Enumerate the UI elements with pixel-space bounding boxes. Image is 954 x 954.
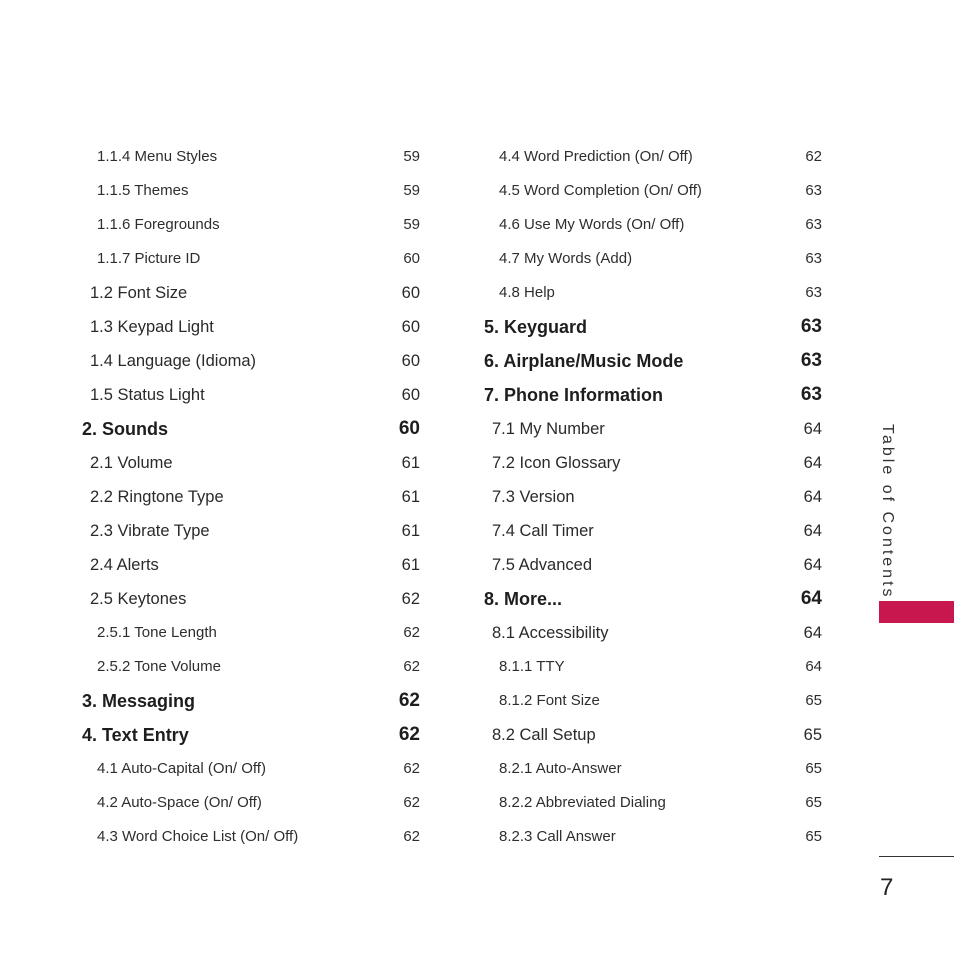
toc-entry-page: 65: [805, 692, 822, 709]
toc-entry-page: 64: [803, 556, 822, 574]
toc-entry: [484, 276, 822, 310]
toc-entry: [484, 514, 822, 548]
toc-entry: [82, 616, 420, 650]
toc-entry: [82, 276, 420, 310]
toc-entry: [484, 752, 822, 786]
toc-entry-page: 64: [805, 658, 822, 675]
toc-entry-label: 6. Airplane/Music Mode: [484, 351, 684, 371]
page-number: 7: [880, 874, 894, 901]
toc-entry: [484, 174, 822, 208]
toc-entry-label: 4.4 Word Prediction (On/ Off): [499, 148, 693, 165]
toc-entry-label: 4.6 Use My Words (On/ Off): [499, 216, 685, 233]
toc-entry-page: 65: [803, 726, 822, 744]
toc-entry-label: 1.5 Status Light: [90, 386, 205, 404]
toc-entry-label: 2.5.2 Tone Volume: [97, 658, 221, 675]
toc-entry: [484, 310, 822, 344]
toc-entry-page: 59: [403, 148, 420, 165]
toc-entry-page: 64: [803, 420, 822, 438]
toc-entry-label: 8.2 Call Setup: [492, 726, 596, 744]
toc-entry-label: 2.3 Vibrate Type: [90, 522, 210, 540]
toc-entry: [484, 718, 822, 752]
toc-entry-label: 2.5 Keytones: [90, 590, 187, 608]
toc-entry-label: 8.2.2 Abbreviated Dialing: [499, 794, 666, 811]
toc-entry-label: 3. Messaging: [82, 691, 196, 711]
toc-entry-label: 1.1.7 Picture ID: [97, 250, 201, 267]
toc-entry-label: 7. Phone Information: [484, 385, 664, 405]
toc-entry: [82, 412, 420, 446]
toc-entry-label: 1.3 Keypad Light: [90, 318, 214, 336]
toc-entry-page: 63: [800, 384, 822, 405]
toc-entry-page: 62: [403, 624, 420, 641]
side-tab-accent-bar: [879, 601, 954, 623]
toc-entry: [484, 582, 822, 616]
toc-entry-page: 61: [401, 522, 420, 540]
toc-entry: [82, 786, 420, 820]
toc-entry-page: 63: [800, 350, 822, 371]
toc-entry: [484, 548, 822, 582]
toc-entry: [484, 446, 822, 480]
toc-entry-page: 60: [401, 386, 420, 404]
side-tab-label: Table of Contents: [879, 424, 896, 600]
toc-entry-page: 62: [403, 760, 420, 777]
toc-entry-label: 2.1 Volume: [90, 454, 173, 472]
toc-entry: [484, 480, 822, 514]
toc-entry-page: 62: [403, 794, 420, 811]
toc-entry-page: 62: [403, 658, 420, 675]
toc-entry-page: 61: [401, 454, 420, 472]
toc-entry: [82, 140, 420, 174]
toc-entry: [484, 208, 822, 242]
toc-entry-page: 62: [401, 590, 420, 608]
toc-entry: [82, 208, 420, 242]
toc-entry: [82, 310, 420, 344]
toc-entry-label: 7.4 Call Timer: [492, 522, 594, 540]
toc-entry: [82, 174, 420, 208]
toc-entry-page: 62: [403, 828, 420, 845]
toc-entry-label: 7.3 Version: [492, 488, 575, 506]
toc-entry-label: 1.4 Language (Idioma): [90, 352, 257, 370]
toc-entry: [82, 582, 420, 616]
toc-entry-label: 8.1.1 TTY: [499, 658, 565, 675]
toc-right-column: [484, 140, 822, 854]
toc-entry-page: 65: [805, 794, 822, 811]
toc-entry-label: 4.3 Word Choice List (On/ Off): [97, 828, 299, 845]
toc-entry: [484, 412, 822, 446]
toc-entry-page: 61: [401, 488, 420, 506]
toc-left-column: [82, 140, 420, 854]
toc-entry: [82, 650, 420, 684]
toc-entry-page: 60: [401, 352, 420, 370]
toc-entry-page: 63: [805, 250, 822, 267]
toc-entry-label: 8.2.1 Auto-Answer: [499, 760, 622, 777]
toc-entry-label: 4.1 Auto-Capital (On/ Off): [97, 760, 266, 777]
toc-entry-page: 64: [803, 454, 822, 472]
toc-entry-label: 7.2 Icon Glossary: [492, 454, 621, 472]
toc-entry-page: 60: [401, 284, 420, 302]
toc-entry: [82, 378, 420, 412]
toc-entry-page: 63: [805, 216, 822, 233]
toc-entry: [82, 242, 420, 276]
toc-entry-page: 61: [401, 556, 420, 574]
toc-entry-label: 7.1 My Number: [492, 420, 605, 438]
toc-entry-page: 63: [805, 284, 822, 301]
toc-entry: [484, 650, 822, 684]
toc-entry: [82, 480, 420, 514]
toc-entry-page: 62: [398, 724, 420, 745]
toc-entry: [484, 378, 822, 412]
toc-entry-page: 62: [805, 148, 822, 165]
toc-entry: [82, 684, 420, 718]
toc-entry-label: 8.2.3 Call Answer: [499, 828, 616, 845]
toc-entry-label: 8.1 Accessibility: [492, 624, 609, 642]
toc-entry: [82, 344, 420, 378]
toc-entry-label: 2.4 Alerts: [90, 556, 159, 574]
toc-entry: [82, 820, 420, 854]
toc-entry-page: 64: [800, 588, 822, 609]
toc-entry: [484, 820, 822, 854]
toc-entry-label: 2.5.1 Tone Length: [97, 624, 217, 641]
toc-entry-page: 65: [805, 760, 822, 777]
toc-entry-label: 4.5 Word Completion (On/ Off): [499, 182, 702, 199]
toc-entry: [82, 514, 420, 548]
toc-entry-label: 8.1.2 Font Size: [499, 692, 600, 709]
toc-entry-page: 64: [803, 522, 822, 540]
toc-entry-label: 4.8 Help: [499, 284, 555, 301]
toc-entry: [484, 616, 822, 650]
toc-entry-page: 60: [401, 318, 420, 336]
toc-entry: [484, 242, 822, 276]
toc-entry-label: 2.2 Ringtone Type: [90, 488, 224, 506]
toc-entry-page: 62: [398, 690, 420, 711]
toc-entry-page: 60: [398, 418, 420, 439]
toc-entry-label: 1.1.4 Menu Styles: [97, 148, 218, 165]
toc-entry-page: 63: [800, 316, 822, 337]
toc-entry-label: 1.2 Font Size: [90, 284, 188, 302]
toc-entry-page: 63: [805, 182, 822, 199]
toc-entry-label: 1.1.5 Themes: [97, 182, 189, 199]
toc-entry-label: 4.7 My Words (Add): [499, 250, 633, 267]
toc-entry-label: 2. Sounds: [82, 419, 169, 439]
toc-entry: [484, 684, 822, 718]
toc-entry-page: 65: [805, 828, 822, 845]
toc-entry: [82, 446, 420, 480]
toc-entry-page: 59: [403, 216, 420, 233]
toc-entry: [82, 752, 420, 786]
toc-entry-label: 4. Text Entry: [82, 725, 189, 745]
toc-entry-label: 1.1.6 Foregrounds: [97, 216, 220, 233]
toc-entry-page: 59: [403, 182, 420, 199]
footer-rule: [879, 856, 954, 857]
toc-entry-label: 5. Keyguard: [484, 317, 588, 337]
toc-entry-label: 7.5 Advanced: [492, 556, 592, 574]
toc-entry-page: 64: [803, 488, 822, 506]
toc-entry: [82, 548, 420, 582]
toc-entry: [82, 718, 420, 752]
toc-entry: [484, 786, 822, 820]
toc-entry-label: 4.2 Auto-Space (On/ Off): [97, 794, 262, 811]
toc-entry-page: 64: [803, 624, 822, 642]
toc-entry: [484, 344, 822, 378]
toc-entry: [484, 140, 822, 174]
toc-entry-label: 8. More...: [484, 589, 563, 609]
toc-entry-page: 60: [403, 250, 420, 267]
